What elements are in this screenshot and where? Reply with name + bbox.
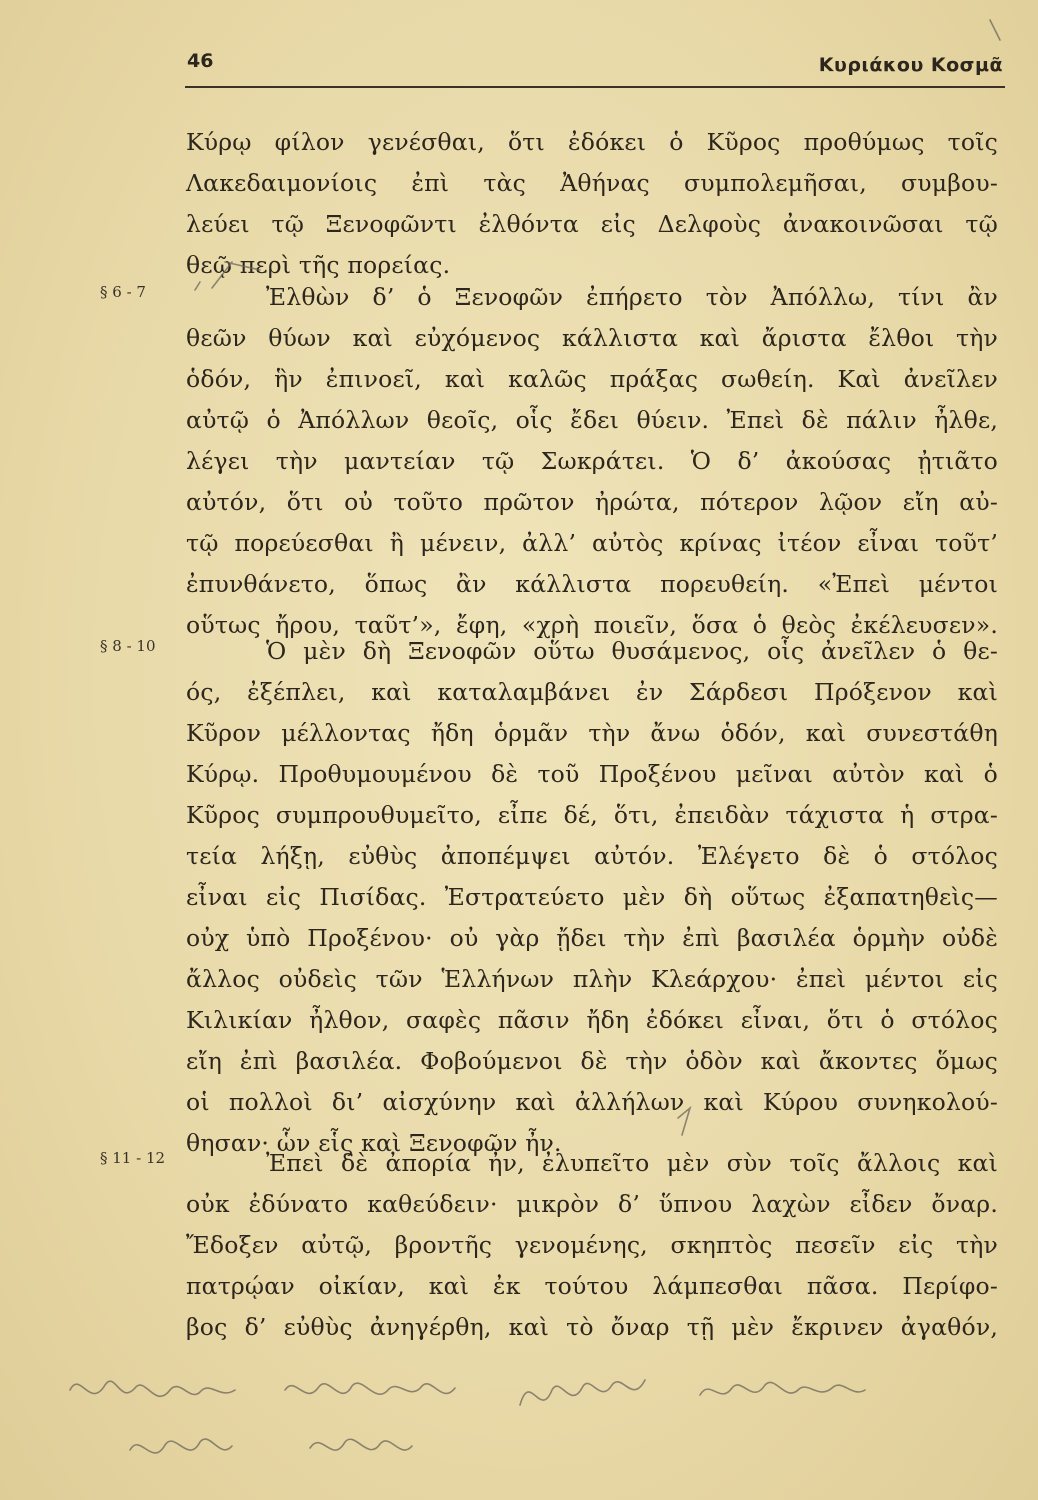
text-line: οὐκ ἐδύνατο καθεύδειν· μικρὸν δ’ ὕπνου λαχὼν εἶδεν ὄναρ. [186, 1190, 998, 1218]
text-line: Κῦρον μέλλοντας ἤδη ὁρμᾶν τὴν ἄνω ὁδόν, καὶ συνεστάθη [186, 719, 998, 747]
text-line: λέγει τὴν μαντείαν τῷ Σωκράτει. Ὁ δ’ ἀκούσας ᾐτιᾶτο [186, 447, 998, 475]
text-line: Λακεδαιμονίοις ἐπὶ τὰς Ἀθήνας συμπολεμῆσαι, συμβου- [186, 169, 998, 197]
text-line: Ὁ μὲν δὴ Ξενοφῶν οὕτω θυσάμενος, οἷς ἀνεῖλεν ὁ θε- [266, 637, 998, 665]
section-marker-6-7: § 6 - 7 [100, 283, 146, 301]
text-line: Κιλικίαν ἦλθον, σαφὲς πᾶσιν ἤδη ἐδόκει εἶναι, ὅτι ὁ στόλος [186, 1006, 998, 1034]
running-head: Κυριάκου Κοσμᾶ [818, 54, 1003, 76]
text-line: τῷ πορεύεσθαι ἢ μένειν, ἀλλ’ αὐτὸς κρίνας ἰτέον εἶναι τοῦτ’ [186, 529, 998, 557]
text-line: Κύρῳ. Προθυμουμένου δὲ τοῦ Προξένου μεῖναι αὐτὸν καὶ ὁ [186, 760, 998, 788]
text-line: εἴη ἐπὶ βασιλέα. Φοβούμενοι δὲ τὴν ὁδὸν καὶ ἄκοντες ὅμως [186, 1047, 998, 1075]
text-line: θησαν· ὧν εἷς καὶ Ξενοφῶν ἦν. [186, 1129, 562, 1157]
section-marker-11-12: § 11 - 12 [100, 1149, 166, 1167]
text-line: λεύει τῷ Ξενοφῶντι ἐλθόντα εἰς Δελφοὺς ἀνακοινῶσαι τῷ [186, 210, 998, 238]
text-line: τεία λήξῃ, εὐθὺς ἀποπέμψει αὐτόν. Ἐλέγετο δὲ ὁ στόλος [186, 842, 998, 870]
text-line: ἄλλος οὐδεὶς τῶν Ἑλλήνων πλὴν Κλεάρχου· ἐπεὶ μέντοι εἰς [186, 965, 998, 993]
text-line: ὁδόν, ἣν ἐπινοεῖ, καὶ καλῶς πράξας σωθείη. Καὶ ἀνεῖλεν [186, 365, 998, 393]
text-line: πατρῴαν οἰκίαν, καὶ ἐκ τούτου λάμπεσθαι πᾶσα. Περίφο- [186, 1272, 998, 1300]
section-marker-8-10: § 8 - 10 [100, 637, 156, 655]
text-line: οὐχ ὑπὸ Προξένου· οὐ γὰρ ᾔδει τὴν ἐπὶ βασιλέα ὁρμὴν οὐδὲ [186, 924, 998, 952]
text-line: οὕτως ἤρου, ταῦτ’», ἔφη, «χρὴ ποιεῖν, ὅσα ὁ θεὸς ἐκέλευσεν». [186, 611, 998, 639]
text-line: εἶναι εἰς Πισίδας. Ἐστρατεύετο μὲν δὴ οὕτως ἐξαπατηθεὶς— [186, 883, 998, 911]
text-line: Ἐλθὼν δ’ ὁ Ξενοφῶν ἐπήρετο τὸν Ἀπόλλω, τίνι ἂν [266, 283, 998, 311]
text-line: βος δ’ εὐθὺς ἀνηγέρθη, καὶ τὸ ὄναρ τῇ μὲν ἔκρινεν ἀγαθόν, [186, 1313, 998, 1341]
text-line: ἐπυνθάνετο, ὅπως ἂν κάλλιστα πορευθείη. «Ἐπεὶ μέντοι [186, 570, 998, 598]
text-line: Κῦρος συμπρουθυμεῖτο, εἶπε δέ, ὅτι, ἐπειδὰν τάχιστα ἡ στρα- [186, 801, 998, 829]
page-number: 46 [187, 50, 214, 72]
text-line: θεῷ περὶ τῆς πορείας. [186, 251, 451, 279]
page-header [185, 50, 1005, 88]
text-line: αὐτόν, ὅτι οὐ τοῦτο πρῶτον ἠρώτα, πότερον λῷον εἴη αὐ- [186, 488, 998, 516]
text-line: Ἔδοξεν αὐτῷ, βροντῆς γενομένης, σκηπτὸς πεσεῖν εἰς τὴν [186, 1231, 998, 1259]
text-line: ός, ἐξέπλει, καὶ καταλαμβάνει ἐν Σάρδεσι Πρόξενον καὶ [186, 678, 998, 706]
pencil-stroke [990, 20, 1000, 40]
text-line: Κύρῳ φίλον γενέσθαι, ὅτι ἐδόκει ὁ Κῦρος προθύμως τοῖς [186, 128, 998, 156]
text-line: Ἐπεὶ δὲ ἀπορία ἦν, ἐλυπεῖτο μὲν σὺν τοῖς ἄλλοις καὶ [266, 1149, 998, 1177]
text-line: θεῶν θύων καὶ εὐχόμενος κάλλιστα καὶ ἄριστα ἔλθοι τὴν [186, 324, 998, 352]
text-line: αὐτῷ ὁ Ἀπόλλων θεοῖς, οἷς ἔδει θύειν. Ἐπεὶ δὲ πάλιν ἦλθε, [186, 406, 998, 434]
pencil-scribbles [60, 1350, 960, 1490]
text-line: οἱ πολλοὶ δι’ αἰσχύνην καὶ ἀλλήλων καὶ Κύρου συνηκολού- [186, 1088, 998, 1116]
